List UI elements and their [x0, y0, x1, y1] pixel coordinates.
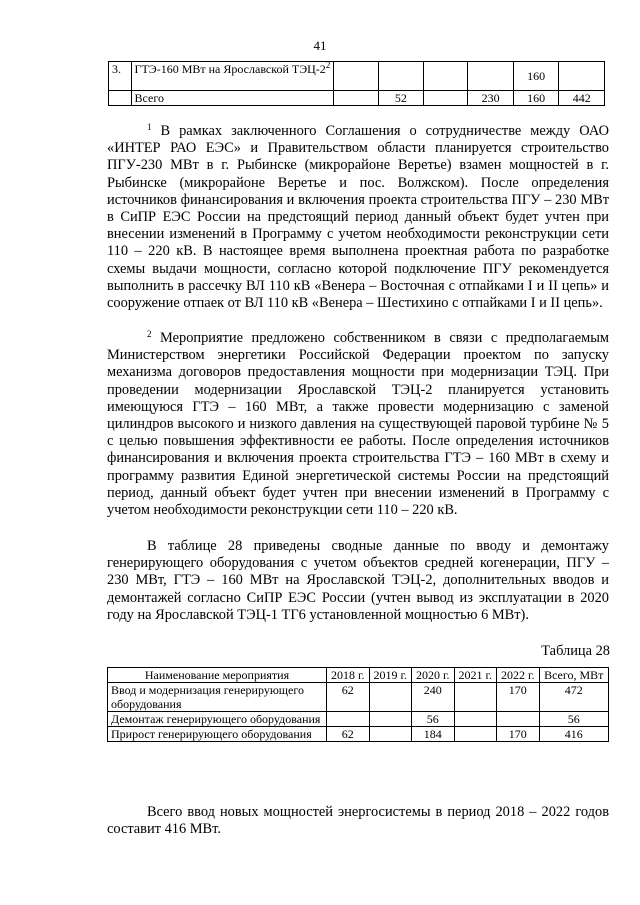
value-cell	[468, 62, 514, 91]
value-cell	[378, 62, 423, 91]
header-cell: 2022 г.	[497, 668, 540, 683]
header-cell: Наименование мероприятия	[108, 668, 327, 683]
value-cell: 184	[412, 727, 455, 742]
row-number-cell	[109, 91, 132, 106]
row-name-cell: Всего	[131, 91, 334, 106]
row-number-cell: 3.	[109, 62, 132, 91]
header-cell: Всего, МВт	[539, 668, 609, 683]
value-cell	[423, 91, 467, 106]
value-cell	[497, 712, 540, 727]
value-cell	[369, 727, 412, 742]
footnote-marker: 2	[147, 329, 152, 339]
closing-paragraph: Всего ввод новых мощностей энергосистемы в период 2018 – 2022 годов составит 416 МВт.	[107, 804, 609, 838]
value-cell: 52	[378, 91, 423, 106]
table-intro-paragraph: В таблице 28 приведены сводные данные по вводу и демонтажу генерирующего оборудования с учетом объектов средней когенерации, ПГУ – 230 МВт, ГТЭ – 160 МВт на Ярославской ТЭЦ-2, дополнительных вводов и демонтажей согласно СиПР ЕЭС России (учтен вывод из эксплуатации в 2020 году на Ярославской ТЭЦ-1 ТГ6 установленной мощностью 6 МВт).	[107, 538, 609, 623]
value-cell: 56	[412, 712, 455, 727]
value-cell	[369, 683, 412, 712]
value-cell	[334, 62, 378, 91]
value-cell: 170	[497, 683, 540, 712]
value-cell	[369, 712, 412, 727]
row-name-cell	[131, 62, 334, 91]
header-cell: 2020 г.	[412, 668, 455, 683]
value-cell	[559, 62, 605, 91]
value-cell: 160	[513, 62, 559, 91]
value-cell: 56	[539, 712, 609, 727]
value-cell: 442	[559, 91, 605, 106]
header-cell: 2021 г.	[454, 668, 497, 683]
value-cell	[454, 683, 497, 712]
value-cell: 472	[539, 683, 609, 712]
row-name-cell: Демонтаж генерирующего оборудования	[108, 712, 327, 727]
header-cell: 2019 г.	[369, 668, 412, 683]
table-row	[109, 62, 605, 91]
summary-table	[107, 667, 609, 742]
footnote-ref: 2	[325, 60, 331, 70]
table-row	[108, 683, 609, 712]
table-caption: Таблица 28	[541, 643, 610, 659]
table-row	[108, 712, 609, 727]
value-cell: 62	[327, 683, 370, 712]
value-cell: 230	[468, 91, 514, 106]
value-cell: 170	[497, 727, 540, 742]
footnote-1	[107, 123, 609, 312]
row-name-cell: Прирост генерирующего оборудования	[108, 727, 327, 742]
value-cell: 62	[327, 727, 370, 742]
page-number: 41	[313, 38, 327, 53]
value-cell	[454, 712, 497, 727]
footnote-marker: 1	[147, 122, 152, 132]
footnote-text: Мероприятие предложено собственником в связи с предполагаемым Министерством энергетики Российской Федерации проектом по запуску механизма договоров предоставления мощности при модернизации ТЭЦ. При проведении модернизации Ярославской ТЭЦ-2 планируется установить имеющуюся ГТЭ – 160 МВт, а также провести модернизацию с заменой цилиндров высокого и низкого давления на существующей паровой турбине № 5 с целью повышения эффективности ее работы. После определения источников финансирования и включения проекта строительства ГТЭ – 160 МВт в схему и программу развития Единой энергетической системы России на предстоящий период, данный объект будет учтен при внесении изменений в Программу с учетом необходимости реконструкции сети 110 – 220 кВ.	[107, 330, 609, 519]
value-cell: 160	[513, 91, 559, 106]
continued-table	[108, 61, 605, 106]
value-cell: 416	[539, 727, 609, 742]
row-name: ГТЭ-160 МВт на Ярославской ТЭЦ-2	[134, 62, 326, 76]
row-name-cell: Ввод и модернизация генерирующего оборудования	[108, 683, 327, 712]
value-cell	[327, 712, 370, 727]
value-cell: 240	[412, 683, 455, 712]
footnote-2	[107, 330, 609, 519]
table-row	[108, 727, 609, 742]
header-cell: 2018 г.	[327, 668, 370, 683]
footnote-text: В рамках заключенного Соглашения о сотрудничестве между ОАО «ИНТЕР РАО ЕЭС» и Правительством области планируется строительство ПГУ-230 МВт в г. Рыбинске (микрорайоне Веретье) взамен мощностей в г. Рыбинске (микрорайоне Веретье и пос. Волжском). После определения источников финансирования и включения проекта строительства ПГУ – 230 МВт в СиПР ЕЭС России на предстоящий период данный объект будет учтен при внесении изменений в Программу с учетом необходимости реконструкции сети 110 – 220 кВ. В настоящее время выполнена проектная работа по разработке схемы выдачи мощности, согласно которой подключение ПГУ рекомендуется выполнить в рассечку ВЛ 110 кВ «Венера – Восточная с отпайками I и II цепь» и сооружение отпаек от ВЛ 110 кВ «Венера – Шестихино с отпайками I и II цепь».	[107, 123, 609, 312]
table-header-row	[108, 668, 609, 683]
value-cell	[454, 727, 497, 742]
table-row	[109, 91, 605, 106]
value-cell	[423, 62, 467, 91]
value-cell	[334, 91, 378, 106]
